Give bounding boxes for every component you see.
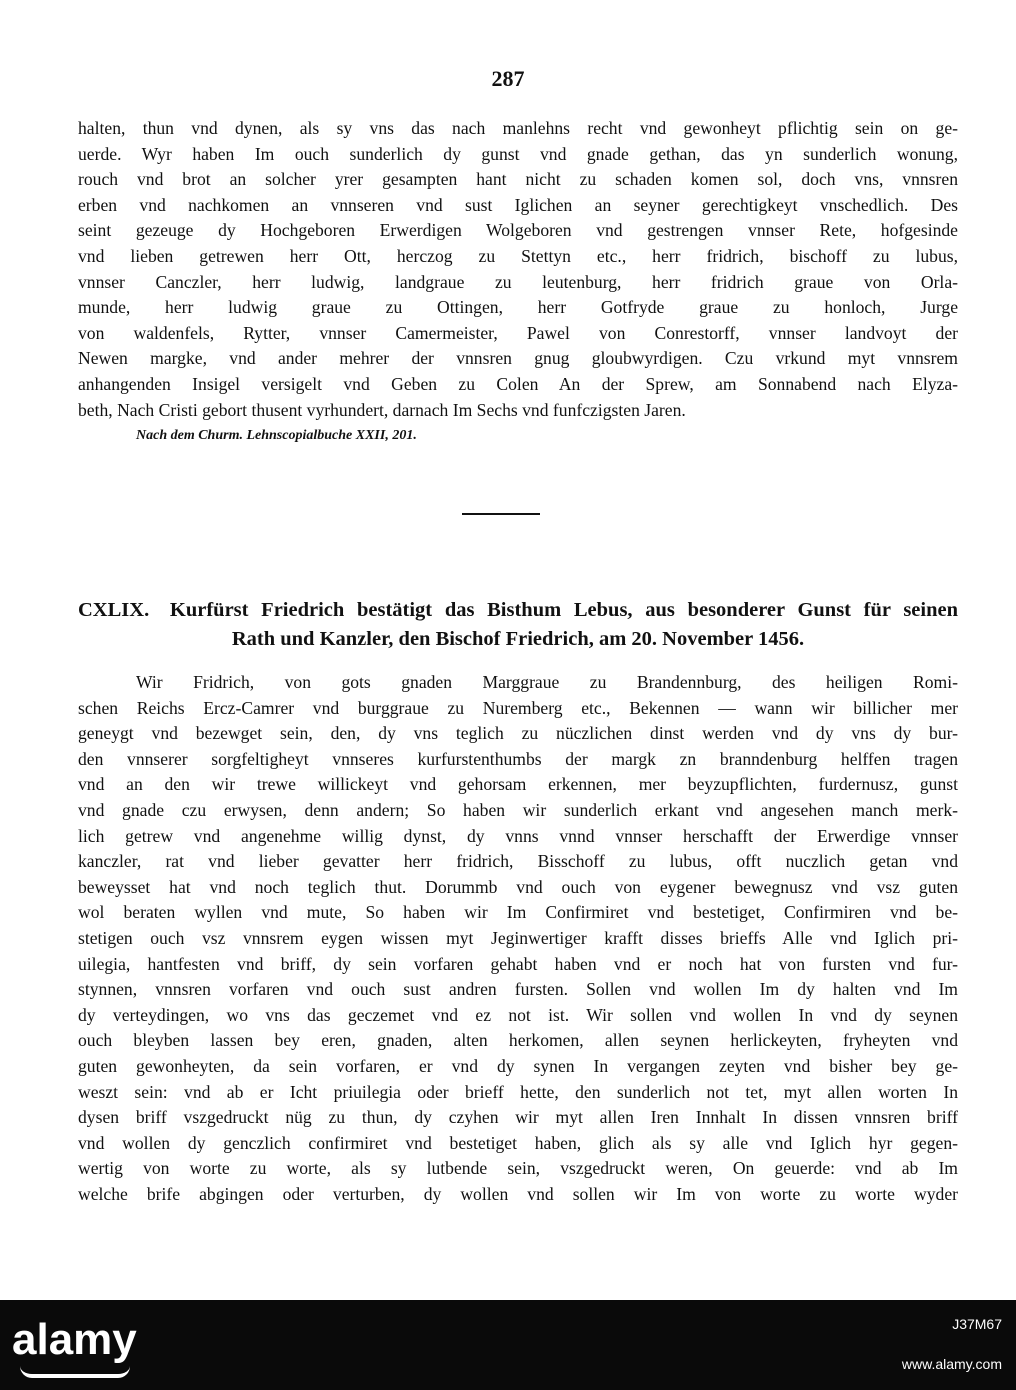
text-line: uilegia, hantfesten vnd briff, dy sein vorfaren gehabt haben vnd er noch hat von fursten vnd fur- bbox=[78, 953, 958, 974]
text-line: den vnnserer sorgfeltigheyt vnnseres kurfurstenthumbs der margk zn branndenburg helffen tragen bbox=[78, 748, 958, 769]
text-line: vnnser Canczler, herr ludwig, landgraue zu leutenburg, herr fridrich graue von Orla- bbox=[78, 271, 958, 292]
text-line: wertig von worte zu worte, als sy lutbende sein, vszgedruckt weren, On geuerde: vnd ab Im bbox=[78, 1158, 958, 1179]
logo-swoosh-icon bbox=[20, 1366, 130, 1378]
text-line: uerde. Wyr haben Im ouch sunderlich dy gunst vnd gnade gethan, das yn sunderlich wonung, bbox=[78, 143, 958, 164]
text-line: rouch vnd brot an solcher yrer gesampten hant nicht zu schaden komen sol, doch vns, vnnsren bbox=[78, 169, 958, 190]
heading-line-2: Rath und Kanzler, den Bischof Friedrich, am 20. November 1456. bbox=[231, 628, 805, 650]
heading-line-1 bbox=[78, 596, 958, 625]
text-line: halten, thun vnd dynen, als sy vns das nach manlehns recht vnd gewonheyt pflichtig sein on ge- bbox=[78, 118, 958, 138]
text-line: vnd lieben getrewen herr Ott, herczog zu Stettyn etc., herr fridrich, bischoff zu lubus, bbox=[78, 245, 958, 266]
text-line: kanczler, rat vnd lieber gevatter herr fridrich, Bisschoff zu lubus, offt nuczlich getan vnd bbox=[78, 851, 958, 872]
text-line: wol beraten wyllen vnd mute, So haben wir Im Confirmiret vnd bestetiget, Confirmiren vnd be- bbox=[78, 902, 958, 923]
text-line: dy verteydingen, wo vns das geczemet vnd ez not ist. Wir sollen vnd wollen In vnd dy seynen bbox=[78, 1004, 958, 1025]
source-note: Nach dem Churm. Lehnscopialbuche XXII, 201. bbox=[136, 428, 417, 443]
text-line: weszt sein: vnd ab er Icht priuilegia oder brieff hette, den sunderlich not tet, myt allen worten In bbox=[78, 1081, 958, 1102]
text-line: lich getrew vnd angenehme willig dynst, dy vnns vnnd vnnser herschafft der Erwerdige vnnser bbox=[78, 825, 958, 846]
document-number: CXLIX. bbox=[78, 599, 150, 621]
text-line: beth, Nach Cristi gebort thusent vyrhundert, darnach Im Sechs vnd funfczigsten Jaren. bbox=[78, 399, 686, 420]
text-line: Wir Fridrich, von gots gnaden Marggraue zu Brandennburg, des heiligen Romi- bbox=[136, 672, 958, 692]
image-id: J37M67 bbox=[952, 1316, 1002, 1332]
alamy-logo: alamy bbox=[12, 1315, 137, 1364]
text-line: beweysset hat vnd noch teglich thut. Dorummb vnd ouch von eygener bewegnusz vnd vsz guten bbox=[78, 876, 958, 897]
text-line: anhangenden Insigel versigelt vnd Geben zu Colen An der Sprew, am Sonnabend nach Elyza- bbox=[78, 373, 958, 394]
text-line: munde, herr ludwig graue zu Ottingen, herr Gotfryde graue zu honloch, Jurge bbox=[78, 297, 958, 318]
section-divider bbox=[462, 513, 540, 515]
text-line: guten gewonheyten, da sein vorfaren, er vnd dy synen In vergangen zeyten vnd bisher bey ge- bbox=[78, 1055, 958, 1076]
watermark-banner bbox=[0, 1300, 1016, 1390]
body-paragraph bbox=[78, 670, 958, 1207]
site-url: www.alamy.com bbox=[901, 1356, 1002, 1372]
text-line: erben vnd nachkomen an vnnseren vnd sust Iglichen an seyner gerechtigkeyt vnschedlich. Des bbox=[78, 194, 958, 215]
text-line: stetigen ouch vsz vnnsrem eygen wissen myt Jeginwertiger krafft disses brieffs Alle vnd Iglich pri- bbox=[78, 927, 958, 948]
text-line: welche brife abgingen oder verturben, dy wollen vnd sollen wir Im von worte zu worte wyder bbox=[78, 1183, 958, 1204]
text-line: vnd wollen dy genczlich confirmiret vnd bestetiget haben, glich als sy alle vnd Iglich hyr gegen- bbox=[78, 1132, 958, 1153]
document-heading bbox=[78, 596, 958, 654]
text-line: vnd gnade czu erwysen, denn andern; So haben wir sunderlich erkant vnd angesehen manch merk- bbox=[78, 799, 958, 820]
text-line: schen Reichs Ercz-Camrer vnd burggraue zu Nuremberg etc., Bekennen — wann wir billicher mer bbox=[78, 697, 958, 718]
text-line: dysen briff vszgedruckt nüg zu thun, dy czyhen wir myt allen Iren Innhalt In dissen vnnsren briff bbox=[78, 1107, 958, 1128]
text-line: geneygt vnd bezewget sein, den, dy vns teglich zu nüczlichen dinst werden vnd dy vns dy bur- bbox=[78, 723, 958, 744]
text-line: seint gezeuge dy Hochgeboren Erwerdigen Wolgeboren vnd gestrengen vnnser Rete, hofgesinde bbox=[78, 220, 958, 241]
heading-text-1: Kurfürst Friedrich bestätigt das Bisthum Lebus, aus besonderer Gunst für seinen bbox=[169, 599, 959, 621]
text-line: Newen margke, vnd ander mehrer der vnnsren gnug gloubwyrdigen. Czu vrkund myt vnnsrem bbox=[78, 348, 958, 369]
text-line: von waldenfels, Rytter, vnnser Camermeister, Pawel von Conrestorff, vnnser landvoyt der bbox=[78, 322, 958, 343]
text-line: ouch bleyben lassen bey eren, gnaden, alten herkomen, allen seynen herlickeyten, fryheyten vnd bbox=[78, 1030, 958, 1051]
page-number: 287 bbox=[491, 66, 525, 91]
text-line: vnd an den wir trewe willickeyt vnd gehorsam erkennen, mer beyzupflichten, furdernusz, gunst bbox=[78, 774, 958, 795]
top-paragraph bbox=[78, 116, 958, 423]
text-line: stynnen, vnnsren vorfaren vnd ouch sust andren fursten. Sollen vnd wollen Im dy halten vnd Im bbox=[78, 979, 958, 1000]
